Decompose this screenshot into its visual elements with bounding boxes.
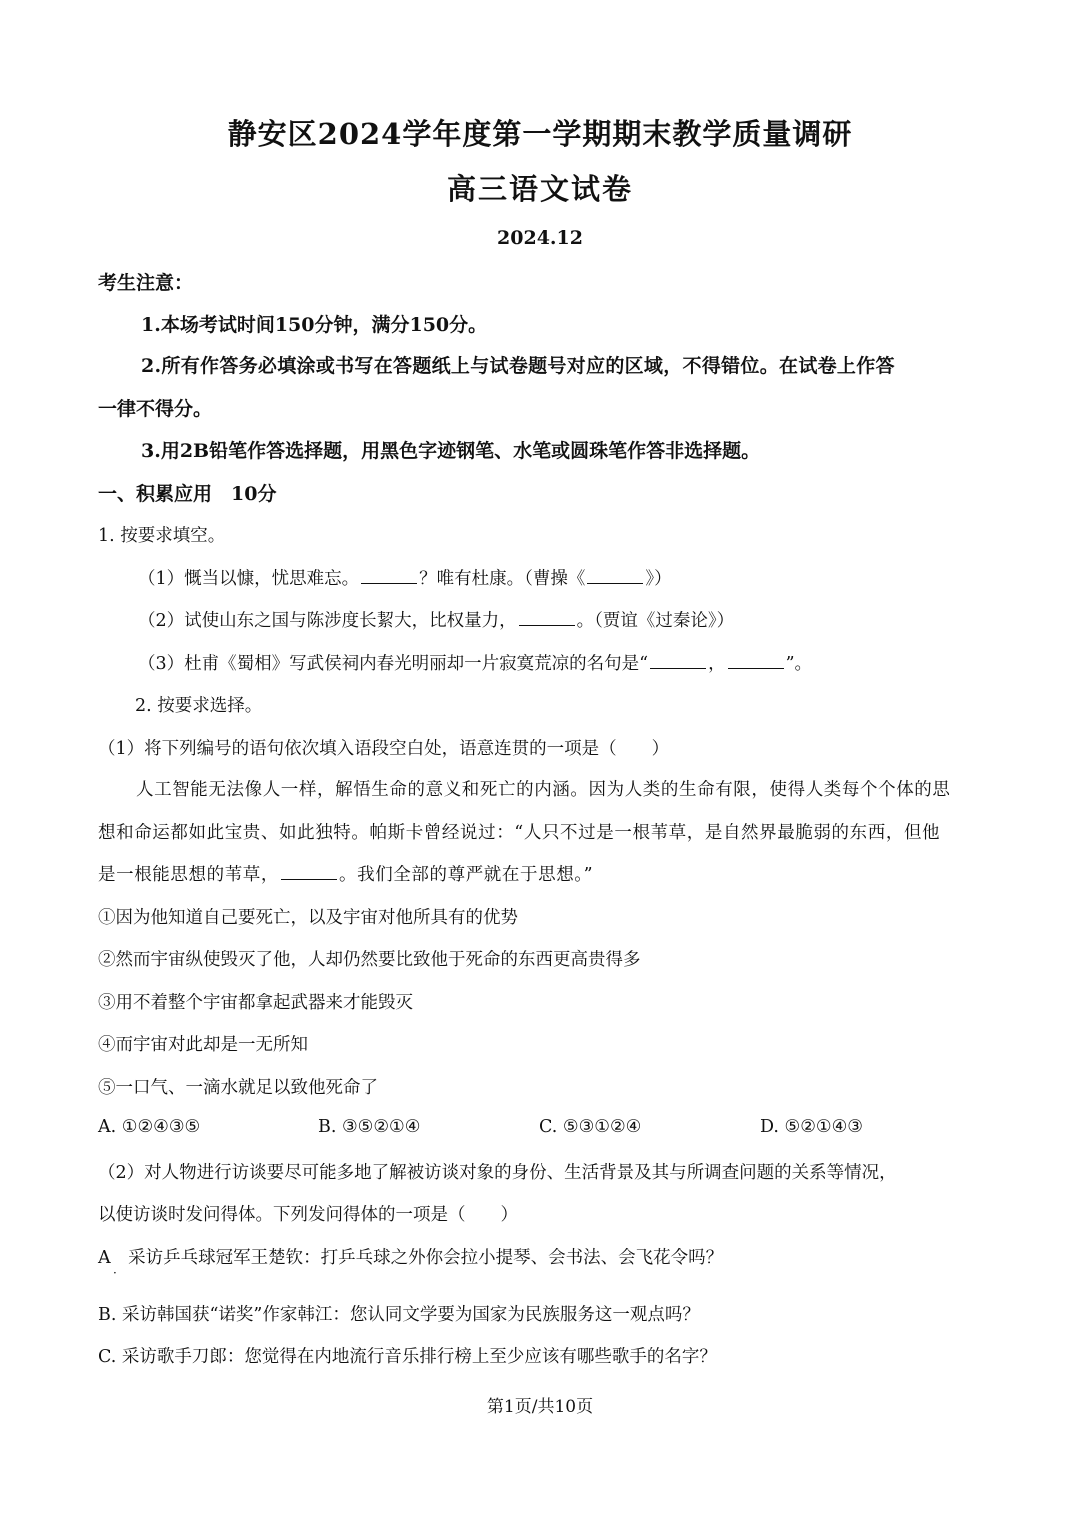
interview-option-c[interactable]: C. 采访歌手刀郎：您觉得在内地流行音乐排行榜上至少应该有哪些歌手的名字？ [98,1347,717,1367]
passage-line-3 [98,861,593,886]
sub-3-text-a: （3）杜甫《蜀相》写武侯祠内春光明丽却一片寂寞荒凉的名句是“ [138,654,649,674]
sub-3-text-b: ， [708,654,726,674]
sentence-item-1: ①因为他知道自己要死亡，以及宇宙对他所具有的优势 [98,908,518,928]
answer-blank[interactable] [361,582,417,584]
question-1-sub-1 [138,565,672,590]
answer-blank[interactable] [519,624,575,626]
sub-1-text-b: ？唯有杜康。（曹操《 [419,569,586,589]
sentence-item-3: ③用不着整个宇宙都拿起武器来才能毁灭 [98,993,413,1013]
stray-dot-mark: · [113,1266,117,1280]
exam-subtitle: 高三语文试卷 [446,172,633,206]
interview-option-a[interactable]: A 采访乒乓球冠军王楚钦：打乒乓球之外你会拉小提琴、会书法、会飞花令吗？ [98,1248,724,1268]
passage-line-1: 人工智能无法像人一样，解悟生命的意义和死亡的内涵。因为人类的生命有限，使得人类每个个体的思 [136,780,951,800]
notice-heading: 考生注意： [98,272,194,294]
passage-line-3-text-a: 是一根能思想的苇草， [98,865,279,885]
choice-option-d[interactable]: D. ⑤②①④③ [760,1117,863,1137]
question-1-stem: 1. 按要求填空。 [98,526,226,546]
question-2-part-2-stem-line-1: （2）对人物进行访谈要尽可能多地了解被访谈对象的身份、生活背景及其与所调查问题的关系等情况， [98,1163,897,1183]
interview-option-b[interactable]: B. 采访韩国获“诺奖”作家韩江：您认同文学要为国家为民族服务这一观点吗？ [98,1305,700,1325]
question-1-sub-2 [138,607,734,632]
sub-1-text-c: 》） [645,569,672,589]
notice-item-2-line-2: 一律不得分。 [98,398,213,420]
sub-2-text-a: （2）试使山东之国与陈涉度长絜大，比权量力， [138,611,517,631]
answer-blank[interactable] [587,582,643,584]
exam-date: 2024.12 [497,227,583,249]
notice-item-1: 1.本场考试时间150分钟，满分150分。 [141,314,488,336]
passage-line-3-text-b: 。我们全部的尊严就在于思想。” [339,865,594,885]
choice-option-b[interactable]: B. ③⑤②①④ [318,1117,421,1137]
notice-item-3: 3.用2B铅笔作答选择题，用黑色字迹钢笔、水笔或圆珠笔作答非选择题。 [141,440,761,462]
notice-item-2-line-1: 2.所有作答务必填涂或书写在答题纸上与试卷题号对应的区域，不得错位。在试卷上作答 [141,355,895,377]
page-number: 第1页/共10页 [486,1397,594,1417]
sub-1-text-a: （1）慨当以慷，忧思难忘。 [138,569,360,589]
answer-blank[interactable] [281,878,337,880]
sub-2-text-b: 。（贾谊《过秦论》） [576,611,735,631]
sub-3-text-c: ”。 [785,654,813,674]
answer-blank[interactable] [650,667,706,669]
sentence-item-4: ④而宇宙对此却是一无所知 [98,1035,308,1055]
exam-title: 静安区2024学年度第一学期期末教学质量调研 [227,117,853,151]
question-2-part-2-stem-line-2: 以使访谈时发问得体。下列发问得体的一项是（ ） [98,1205,518,1225]
question-2-stem: 2. 按要求选择。 [135,696,263,716]
choice-option-c[interactable]: C. ⑤③①②④ [539,1117,642,1137]
section-1-heading: 一、积累应用 10分 [98,483,277,505]
sentence-item-5: ⑤一口气、一滴水就足以致他死命了 [98,1078,378,1098]
sentence-item-2: ②然而宇宙纵使毁灭了他，人却仍然要比致他于死命的东西更高贵得多 [98,950,641,970]
question-1-sub-3 [138,650,812,675]
question-2-part-1-stem: （1）将下列编号的语句依次填入语段空白处，语意连贯的一项是（ ） [98,739,670,759]
passage-line-2: 想和命运都如此宝贵、如此独特。帕斯卡曾经说过：“人只不过是一根苇草，是自然界最脆弱的东西，但他 [98,823,941,843]
choice-option-a[interactable]: A. ①②④③⑤ [98,1117,201,1137]
answer-blank[interactable] [728,667,784,669]
